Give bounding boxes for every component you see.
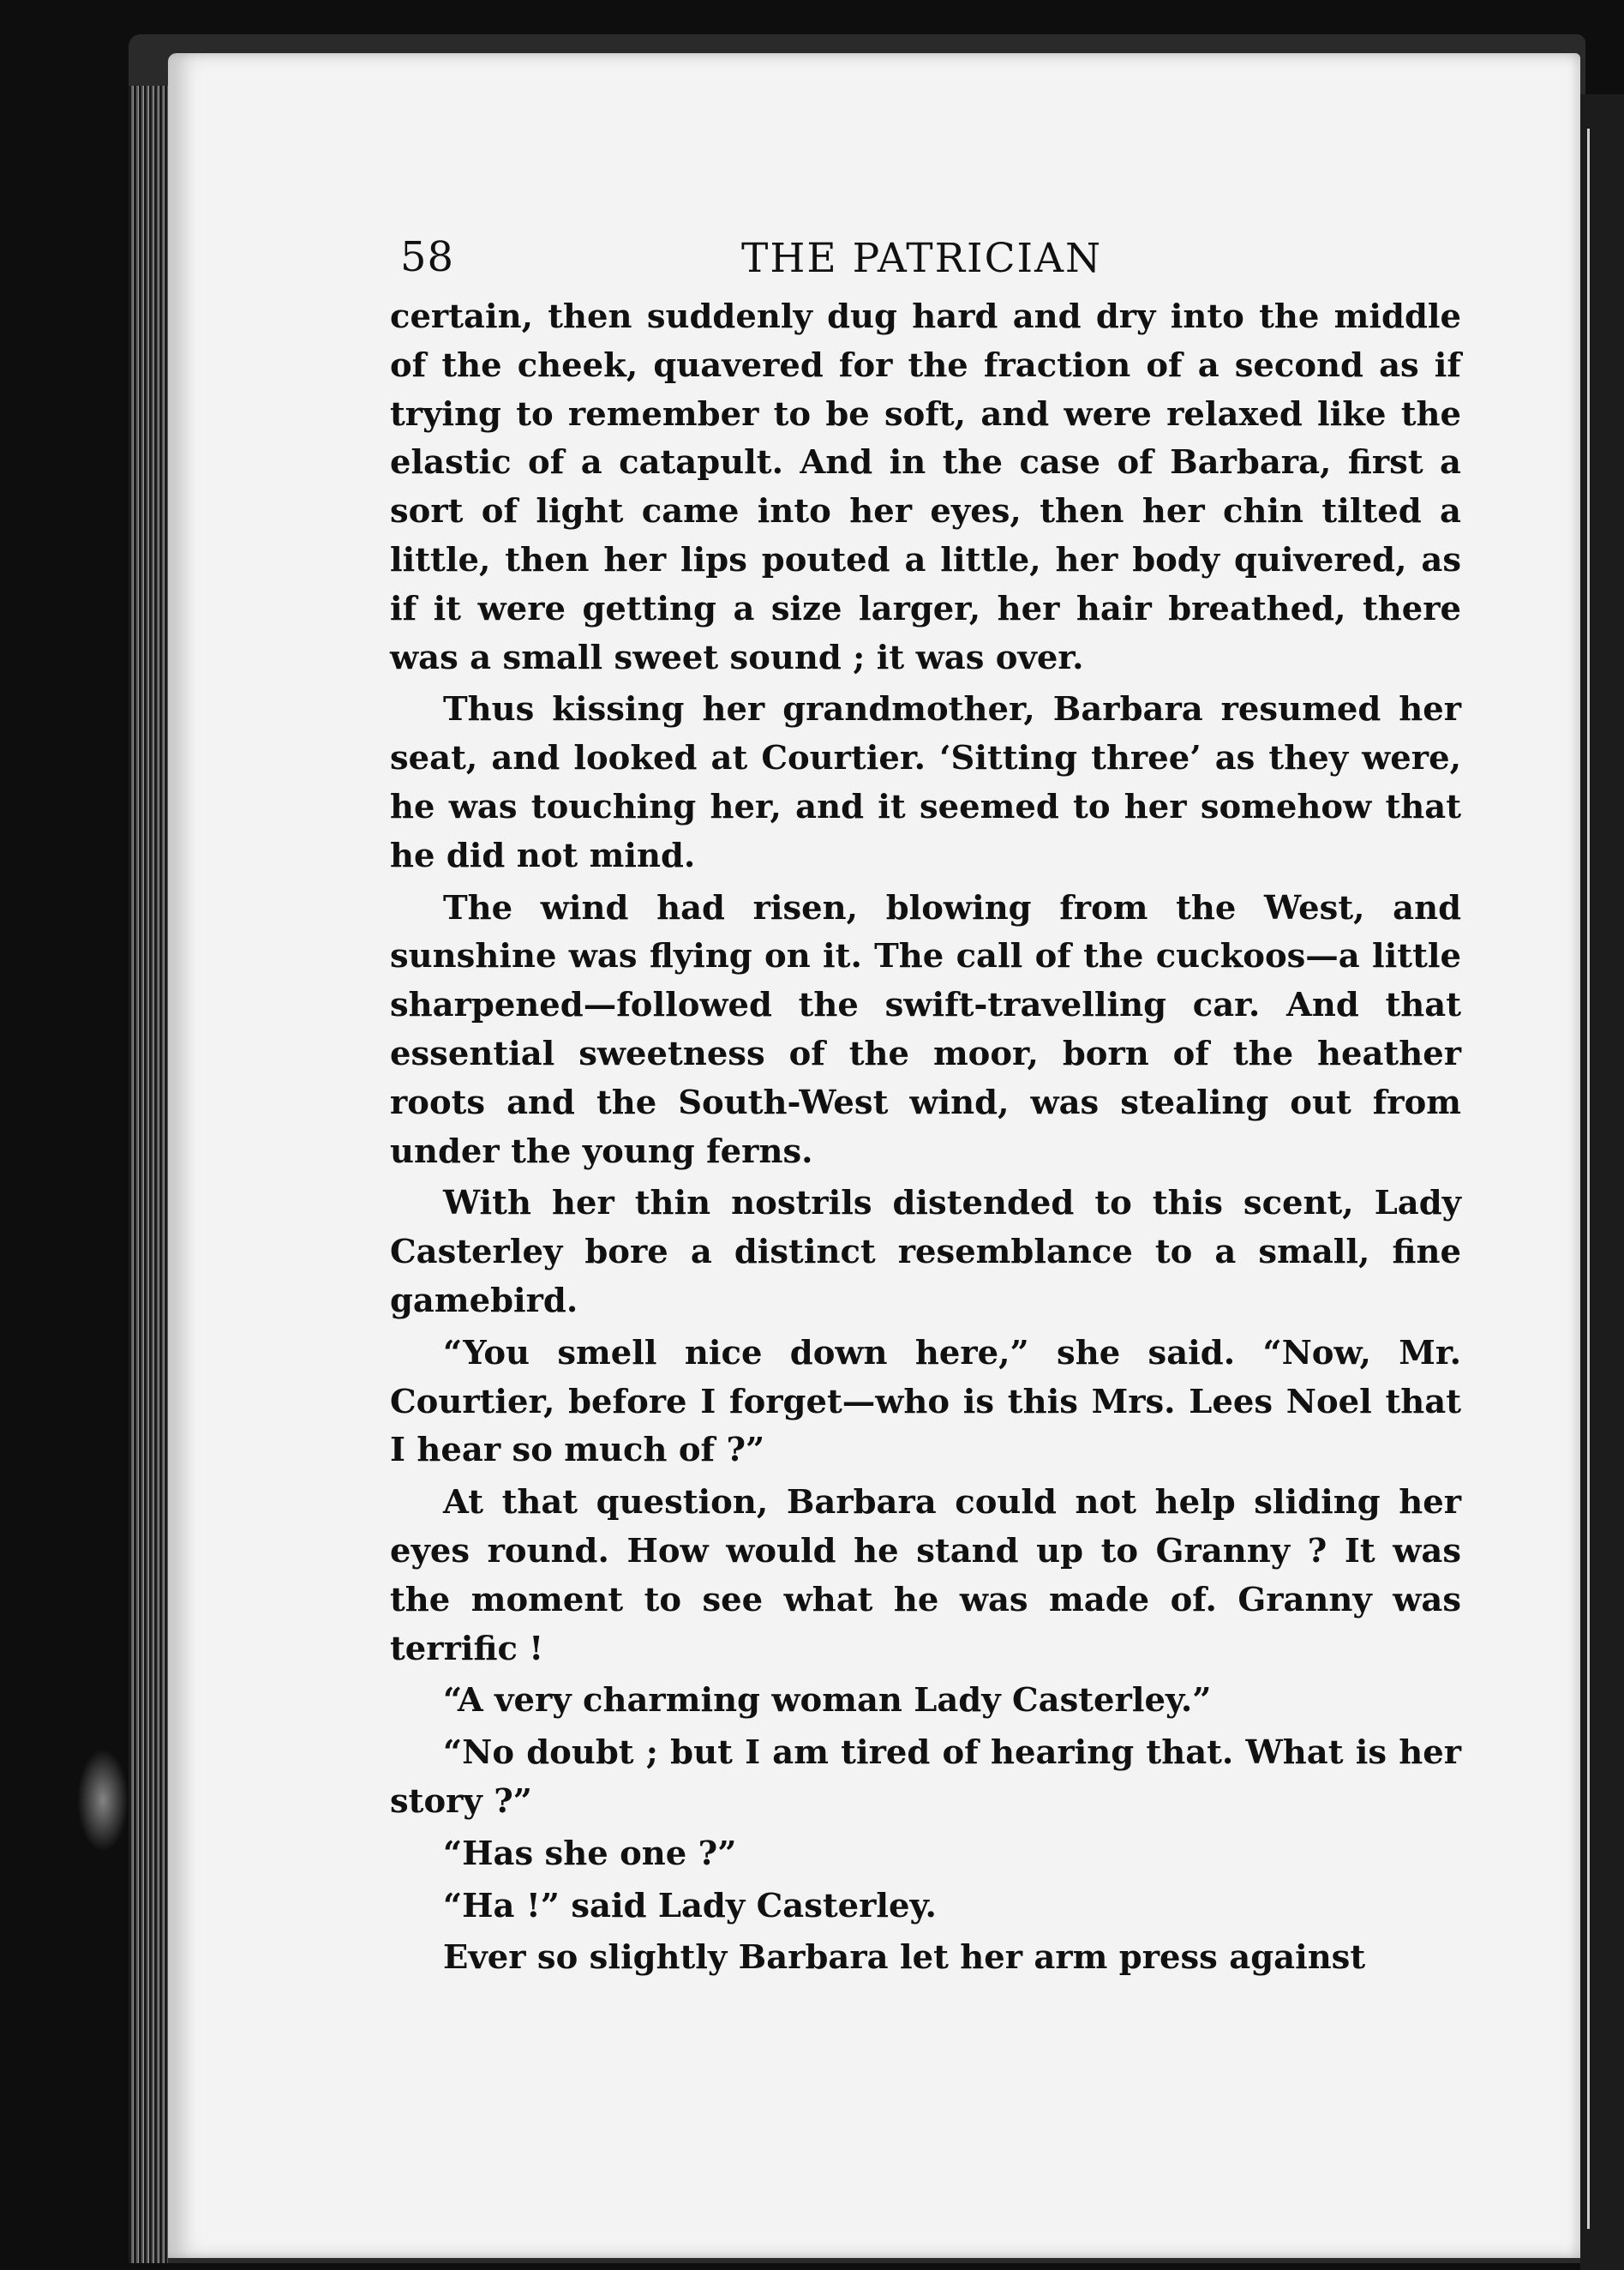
book-spine-edges <box>129 86 168 2263</box>
body-text <box>390 293 1461 1983</box>
page-edge-line <box>1587 129 1590 2229</box>
paragraph-5: “You smell nice down here,” she said. “Now, Mr. Courtier, before I forget—who is this Mrs. Lees Noel that I hear so much of ?” <box>390 1333 1461 1470</box>
paragraph-10: “Ha !” said Lady Casterley. <box>443 1886 937 1925</box>
paragraph-11: Ever so slightly Barbara let her arm press against <box>443 1938 1366 1978</box>
right-page-edge <box>1580 94 1624 2270</box>
running-title: THE PATRICIAN <box>741 235 1103 282</box>
paragraph-3: The wind had risen, blowing from the West, and sunshine was flying on it. The call of the cuckoos—a little sharpened—followed the swift-travelling car. And that essential sweetness of the moor, born of the heather roots and the South-West wind, was stealing out from under the young ferns. <box>390 888 1461 1171</box>
paragraph-2: Thus kissing her grandmother, Barbara resumed her seat, and looked at Courtier. ‘Sitting three’ as they were, he was touching her, and it seemed to her somehow that he did not mind. <box>390 690 1461 875</box>
paragraph-4: With her thin nostrils distended to this scent, Lady Casterley bore a distinct resemblance to a small, fine gamebird. <box>390 1184 1461 1320</box>
page-number: 58 <box>400 233 455 281</box>
running-head <box>390 225 1461 293</box>
paragraph-7: “A very charming woman Lady Casterley.” <box>443 1681 1212 1721</box>
page-content <box>390 225 1461 1986</box>
paragraph-1: certain, then suddenly dug hard and dry into the middle of the cheek, quavered for the fraction of a second as if trying to remember to be soft, and were relaxed like the elastic of a catapult. And in the case of Barbara, first a sort of light came into her eyes, then her chin tilted a little, then her lips pouted a little, her body quivered, as if it were getting a size larger, her hair breathed, there was a small sweet sound ; it was over. <box>390 297 1461 677</box>
paragraph-9: “Has she one ?” <box>443 1834 737 1873</box>
paragraph-8: “No doubt ; but I am tired of hearing that. What is her story ?” <box>390 1733 1461 1821</box>
scan-glare <box>77 1749 129 1852</box>
paragraph-6: At that question, Barbara could not help sliding her eyes round. How would he stand up to Granny ? It was the moment to see what he was made of. Granny was terrific ! <box>390 1483 1461 1668</box>
